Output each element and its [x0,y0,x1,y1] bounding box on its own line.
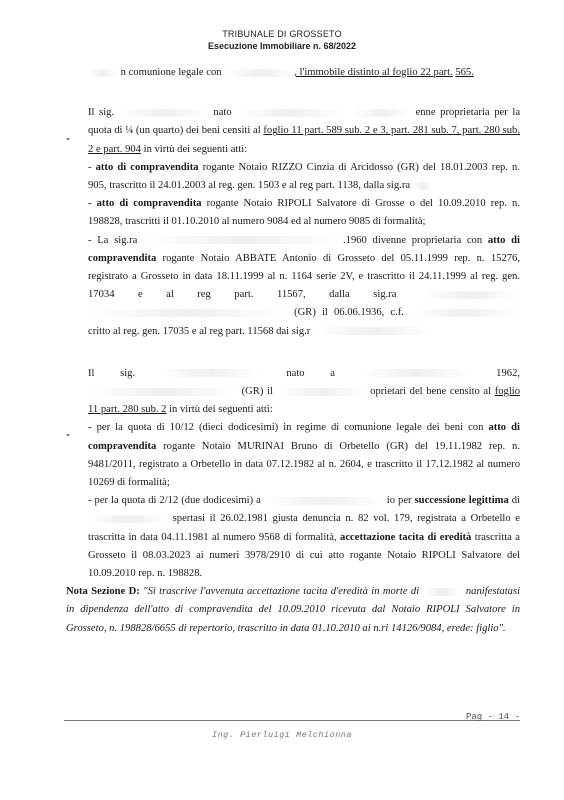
redaction [88,69,118,77]
redaction [88,515,168,523]
redaction [119,109,209,117]
redaction [161,369,261,377]
redaction [88,388,238,396]
intro-paragraph: n comunione legale con , l'immobile distinto al foglio 22 part. 565. [88,64,520,82]
redaction [423,588,463,596]
dash-bullet: - [66,427,70,441]
redaction [420,291,520,299]
author-signature: Ing. Pierluigi Melchionna [211,730,353,740]
procedure-number: Esecuzione Immobiliare n. 68/2022 [207,41,357,51]
redaction [351,109,411,117]
owner-paragraph-1: Il sig. nato enne proprietaria per la quota di ¼ (un quarto) dei beni censiti al foglio 11 part. 589 sub. 2 e 3, part. 281 sub. 7, part. 280 sub. 2 e part. 904 in virtù dei seguenti atti: - atto di compravendita rogante Notaio RIZZO Cinzia di Arcidosso (GR) del 18.01.2003 rep. n. 905, trascritto il 24.01.2003 al reg. gen. 1503 e al reg part. 1138, dalla sig.ra - atto di compravendita rogante Notaio RIPOLI Salvatore di Grosse o del 10.09.2010 rep. n. 198828, trascritti il 01.10.2010 al numero 9084 ed al numero 9085 di formalità; - La sig.ra .1960 divenne proprietaria con atto di compravendita rogante Notaio ABBATE Antonio di Grosseto del 05.11.1999 rep. n. 15276, registrato a Grosseto in data 18.11.1999 al n. 1164 serie 2V, e trascritto il 24.11.1999 al reg. gen. 17034 e al reg part. 11567, dalla sig.ra (GR) il 06.06.1936, c.f. critto al reg. gen. 17035 e al reg part. 11568 dai sig.r [88,107,521,337]
footer-divider [64,720,520,721]
redaction [236,109,346,117]
court-name: TRIBUNALE DI GROSSETO [222,29,342,39]
redaction [410,309,520,317]
redaction [143,236,343,244]
redaction [264,497,384,505]
nota-sezione-d: Nota Sezione D: "Si trascrive l'avvenuta accettazione tacita d'eredità in morte di nanifestatasi in dipendenza dell'atto di compravendita del 10.09.2010 ricevuta dal Notaio RIPOLI Salvatore in Grosseto, n. 198828/6655 di repertorio, trascritto in data 01.10.2010 ai n.ri 14126/9084, erede: figlio". [66,586,521,634]
page-number: Pag - 14 - [465,712,520,722]
redaction [277,388,367,396]
redaction [88,309,288,317]
document-header [0,28,564,52]
redaction [361,369,471,377]
document-body [66,64,521,638]
redaction [313,327,433,335]
owner-paragraph-2: Il sig. nato a 1962, (GR) il oprietari del bene censito al foglio 11 part. 280 sub. 2 in virtù dei seguenti atti: - per la quota di 10/12 (dieci dodicesimi) in regime di comunione legale dei beni con atto di compravendita rogante Notaio MURINAI Bruno di Orbetello (GR) del 19.11.1982 rep. n. 9481/2011, registrato a Orbetello in data 07.12.1982 al n. 2604, e trascritto il 17.12.1982 al numero 10269 di formalità; - per la quota di 2/12 (due dodicesimi) a io per successione legittima di spertasi il 26.02.1981 giusta denuncia n. 82 vol. 179, registrata a Orbetello e trascritta in data 04.11.1981 al numero 9568 di formalità, accettazione tacita di eredità trascritta a Grosseto il 08.03.2023 ai numeri 3978/2910 di cui atto rogante Notaio RIPOLI Salvatore del 10.09.2010 rep. n. 198828. [88,367,521,580]
redaction [224,69,294,77]
dash-bullet: - [66,131,70,145]
redaction [413,182,433,190]
